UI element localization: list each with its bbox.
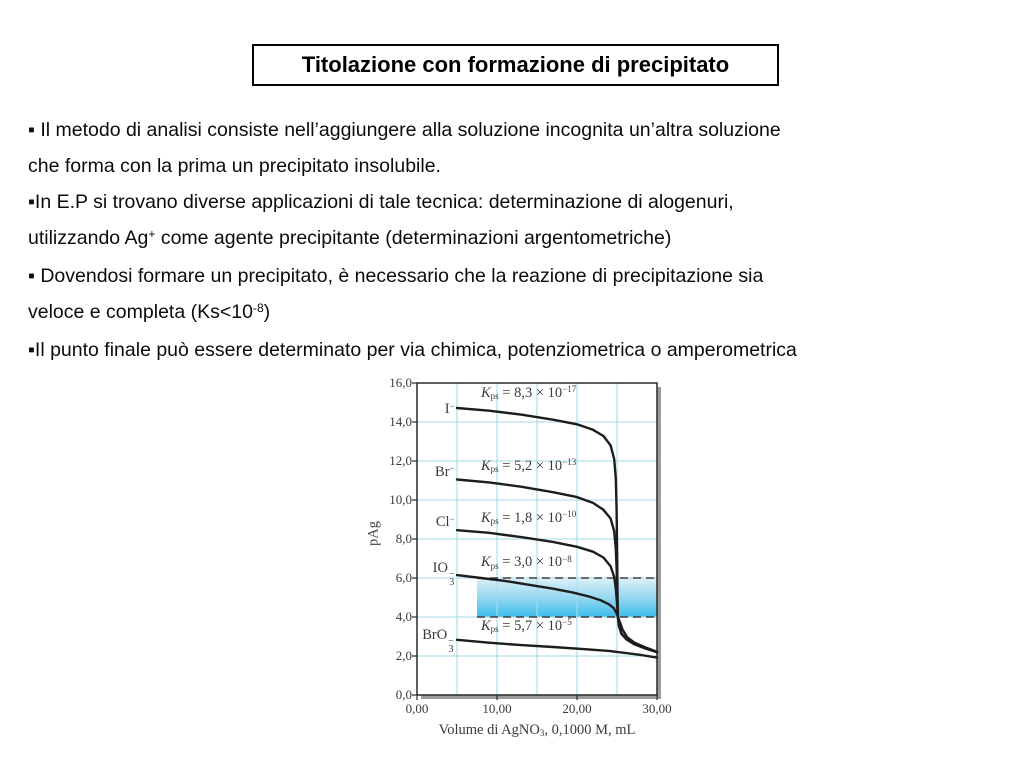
stacked-charge: − 3 [448,569,455,589]
y-axis-title: pAg [365,521,382,546]
kps-label-bromate: $K_{ps} = 5,7 \times 10^{-5}$ [481,617,572,634]
y-tick-label: 8,0 [395,531,412,546]
series-label-bromide: Br− [435,463,455,480]
body-line-3: ▪In E.P si trovano diverse applicazioni di tale tecnica: determinazione di alogenuri, [28,191,734,213]
body-line-1: ▪ Il metodo di analisi consiste nell’aggiungere alla soluzione incognita un’altra soluzione [28,119,781,141]
titration-chart [340,370,712,768]
y-tick-label: 10,0 [389,492,412,507]
x-tick-label: 20,00 [562,701,592,716]
stacked-charge: − 3 [448,635,454,655]
body-line-6: veloce e completa $(Ks<10^{-8})$ [28,300,271,323]
body-line-7: ▪Il punto finale può essere determinato per via chimica, potenziometrica o amperometrica [28,339,797,361]
title-box [252,44,779,86]
kps-label-chloride: $K_{ps} = 1,8 \times 10^{-10}$ [481,509,577,526]
body-line-2: che forma con la prima un precipitato insolubile. [28,155,441,177]
series-label-chloride: Cl− [435,513,455,531]
body-line-5: ▪ Dovendosi formare un precipitato, è necessario che la reazione di precipitazione sia [28,265,764,287]
x-tick-label: 30,00 [642,701,672,716]
y-tick-label: 16,0 [389,375,412,390]
y-tick-label: 12,0 [389,453,412,468]
y-tick-label: 4,0 [395,609,412,624]
x-axis-title: Volume di AgNO$_3$, 0,1000 M, mL [438,722,636,739]
y-tick-label: 2,0 [395,648,412,663]
series-label-iodide: I− [444,400,455,418]
body-line-4: utilizzando Ag+ come agente precipitante (determinazioni argentometriche) [28,226,672,249]
x-tick-label: 0,00 [405,701,429,716]
body-text [28,112,1013,368]
slide-title: Titolazione con formazione di precipitato [301,52,730,77]
kps-label-iodide: $K_{ps} = 8,3 \times 10^{-17}$ [481,384,577,401]
kps-label-bromide: $K_{ps} = 5,2 \times 10^{-13}$ [481,457,577,475]
kps-label-iodate: $K_{ps} = 3,0 \times 10^{-8}$ [481,553,572,571]
x-tick-label: 10,00 [482,701,512,716]
series-label-bromate: BrO − 3 [422,626,454,655]
y-tick-label: 14,0 [389,414,412,429]
y-tick-label: 6,0 [395,570,412,585]
y-tick-label: 0,0 [395,687,412,702]
series-label-iodate: IO − 3 [432,560,455,589]
indicator-band [477,578,657,617]
